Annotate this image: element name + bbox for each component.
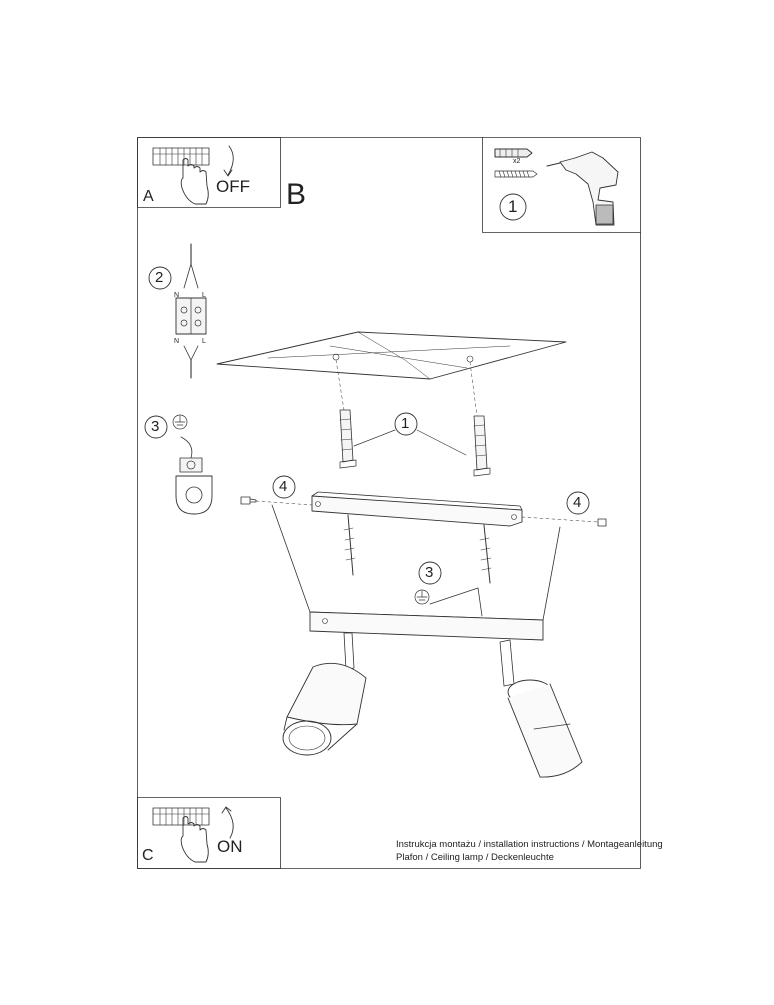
screw-icon xyxy=(495,171,537,177)
ceiling-plate xyxy=(217,332,566,416)
tools-panel xyxy=(483,138,641,233)
spotlight-left xyxy=(283,633,366,755)
spotlight-right xyxy=(500,640,582,777)
ground-symbol-icon xyxy=(415,590,429,604)
wire-n-top: N xyxy=(174,292,180,299)
mounting-bracket xyxy=(241,476,606,526)
switch-down-arrow-icon xyxy=(228,146,233,175)
callout-side-screw-right: 4 xyxy=(573,494,582,511)
wire-n-bottom: N xyxy=(174,338,180,345)
panel-a-letter: A xyxy=(143,188,154,205)
switch-up-arrow-icon xyxy=(226,808,233,838)
wall-plug-left xyxy=(340,410,356,468)
long-screw-left xyxy=(344,515,355,575)
callout-earth-number: 3 xyxy=(151,418,160,435)
wire-l-bottom: L xyxy=(202,338,206,345)
hand-icon xyxy=(181,817,208,863)
panel-c-letter: C xyxy=(142,847,154,864)
side-screw-left-icon xyxy=(241,497,256,504)
callout-earth-main: 3 xyxy=(425,564,434,581)
section-b-label: B xyxy=(286,178,307,211)
callout-tools-number: 1 xyxy=(508,197,518,216)
caption-line-2: Plafon / Ceiling lamp / Deckenleuchte xyxy=(396,852,554,863)
breaker-box-icon xyxy=(153,148,209,165)
off-label: OFF xyxy=(216,177,250,196)
breaker-box-icon xyxy=(153,808,209,825)
ground-symbol-icon xyxy=(173,415,187,429)
lamp-canopy xyxy=(272,505,560,640)
earth-terminal-icon xyxy=(176,476,212,514)
callout-wiring-number: 2 xyxy=(155,269,164,286)
on-label: ON xyxy=(217,837,243,856)
panel-a-off xyxy=(138,138,281,208)
wire-l-top: L xyxy=(202,292,206,299)
wall-plug-icon xyxy=(495,149,532,157)
wiring-detail xyxy=(149,244,206,378)
long-screw-right xyxy=(480,525,491,583)
anchor-quantity: x2 xyxy=(513,158,521,165)
drill-icon xyxy=(547,152,618,225)
panel-c-on xyxy=(138,798,281,869)
callout-1-leaders xyxy=(354,413,466,455)
wall-plug-right xyxy=(474,416,490,476)
caption-line-1: Instrukcja montażu / installation instructions / Montageanleitung xyxy=(396,839,663,850)
callout-side-screw-left: 4 xyxy=(279,478,288,495)
side-screw-right-icon xyxy=(598,519,606,526)
callout-screws-number: 1 xyxy=(401,415,410,432)
